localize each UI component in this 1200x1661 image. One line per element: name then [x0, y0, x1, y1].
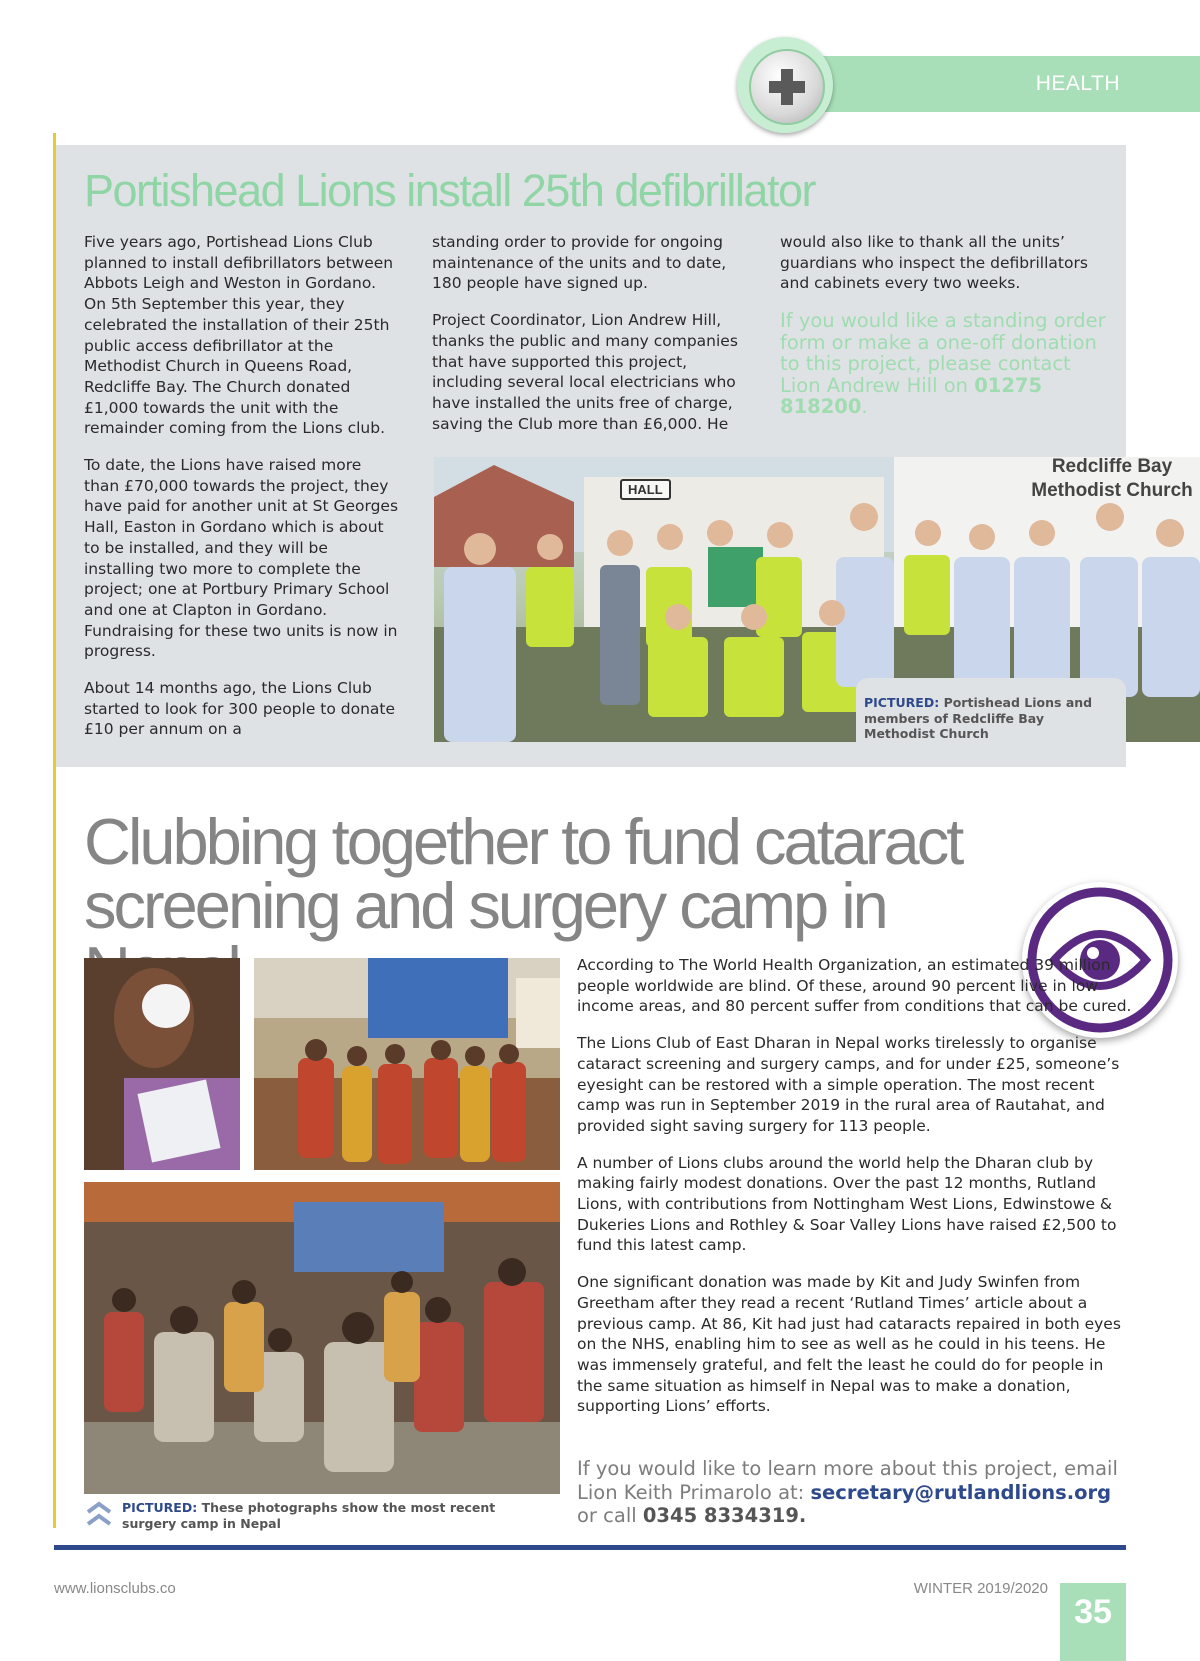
paragraph: About 14 months ago, the Lions Club started to look for 300 people to donate £10 per annum on a: [84, 679, 396, 739]
caption-label: PICTURED:: [122, 1500, 198, 1515]
article1-column-3: [780, 232, 1112, 434]
article2-body: [577, 955, 1132, 1433]
caption-text: Portishead Lions and members of Redcliffe Bay Methodist Church: [864, 695, 1093, 741]
article2-cta: [577, 1457, 1137, 1528]
chevron-up-icon: [86, 1500, 112, 1528]
paragraph: One significant donation was made by Kit and Judy Swinfen from Greetham after they read a recent ‘Rutland Times’ article about a previous camp. At 86, Kit had just had cataracts repaired in both eyes on the NHS, enabling him to see as well as he could in his teens. He was immensely grateful, and felt the least he could do for people in the same situation as himself in Nepal was to make a donation, supporting Lions’ efforts.: [577, 1273, 1121, 1416]
footer-website[interactable]: www.lionsclubs.co: [54, 1580, 176, 1597]
caption-label: PICTURED:: [864, 695, 940, 710]
photo-sign-church: Redcliffe Bay Methodist Church: [1031, 457, 1193, 501]
paragraph: standing order to provide for ongoing maintenance of the units and to date, 180 people have signed up.: [432, 233, 727, 293]
article1-title: Portishead Lions install 25th defibrillator: [84, 165, 815, 216]
cta-or: or call: [577, 1504, 637, 1527]
footer-rule: [54, 1545, 1126, 1550]
cta-phone: 01275 818200: [780, 373, 1043, 419]
article2-title: Clubbing together to fund cataract screening and surgery camp in: [84, 805, 962, 942]
caption-text: These photographs show the most recent surgery camp in Nepal: [122, 1500, 496, 1531]
paragraph: would also like to thank all the units’ guardians who inspect the defibrillators and cabinets every two weeks.: [780, 233, 1088, 293]
article1-caption: [864, 695, 1119, 742]
article2-caption: [122, 1500, 542, 1531]
paragraph: The Lions Club of East Dharan in Nepal works tirelessly to organise cataract screening and surgery camps, and for under £25, someone’s eyesight can be restored with a simple operation. The most recent camp was run in September 2019 in the rural area of Rautahat, and provided sight saving surgery for 113 people.: [577, 1034, 1120, 1135]
article1-cta: If you would like a standing order form or make a one-off donation to this project, please contact Lion Andrew Hill on 01275 818200.: [780, 309, 1106, 419]
paragraph: Project Coordinator, Lion Andrew Hill, thanks the public and many companies that have supported this project, including several local electricians who have installed the units free of charge, saving the Club more than £6,000. He: [432, 311, 738, 433]
page-number: 35: [1060, 1583, 1126, 1661]
section-label: HEALTH: [1035, 72, 1120, 95]
cta-text: If you would like a standing order form or make a one-off donation to this project, please contact Lion Andrew Hill on: [780, 309, 1106, 397]
health-badge: [737, 37, 833, 133]
screening-photo: [254, 958, 560, 1170]
paragraph: To date, the Lions have raised more than £70,000 towards the project, they have paid for another unit at St Georges Hall, Easton in Gordano which is about to be installed, and they will be installing two more to complete the project; one at Portbury Primary School and one at Clapton in Gordano. Fundraising for these two units is now in progress.: [84, 456, 399, 661]
footer-issue: WINTER 2019/2020: [913, 1580, 1048, 1597]
article1-column-1: [84, 232, 400, 756]
cta-text: If you would like to learn more about this project, email Lion Keith Primarolo at:: [577, 1457, 1118, 1504]
surgery-camp-photo: [84, 1182, 560, 1494]
plus-icon: [749, 49, 825, 125]
section-header-bar: [820, 56, 1200, 112]
cta-email-link[interactable]: secretary@rutlandlions.org: [810, 1480, 1112, 1504]
cta-phone: 0345 8334319.: [642, 1504, 807, 1527]
paragraph: Five years ago, Portishead Lions Club planned to install defibrillators between Abbots Leigh and Weston in Gordano. On 5th September this year, they celebrated the installation of their 25th public access defibrillator at the Methodist Church in Queens Road, Redcliffe Bay. The Church donated £1,000 towards the unit with the remainder coming from the Lions club.: [84, 233, 394, 438]
patient-photo: [84, 958, 240, 1170]
paragraph: According to The World Health Organization, an estimated 39 million people worldwide are blind. Of these, around 90 percent live in low income areas, and 80 percent suffer from conditions that can be cured.: [577, 956, 1132, 1016]
paragraph: A number of Lions clubs around the world help the Dharan club by making fairly modest donations. Over the past 12 months, Rutland Lions, with contributions from Nottingham West Lions, Edwinstowe & Dukeries Lions and Rothley & Soar Valley Lions have raised £2,500 to fund this latest camp.: [577, 1153, 1117, 1255]
article1-column-2: [432, 232, 750, 450]
photo-sign-hall: HALL: [620, 479, 671, 500]
